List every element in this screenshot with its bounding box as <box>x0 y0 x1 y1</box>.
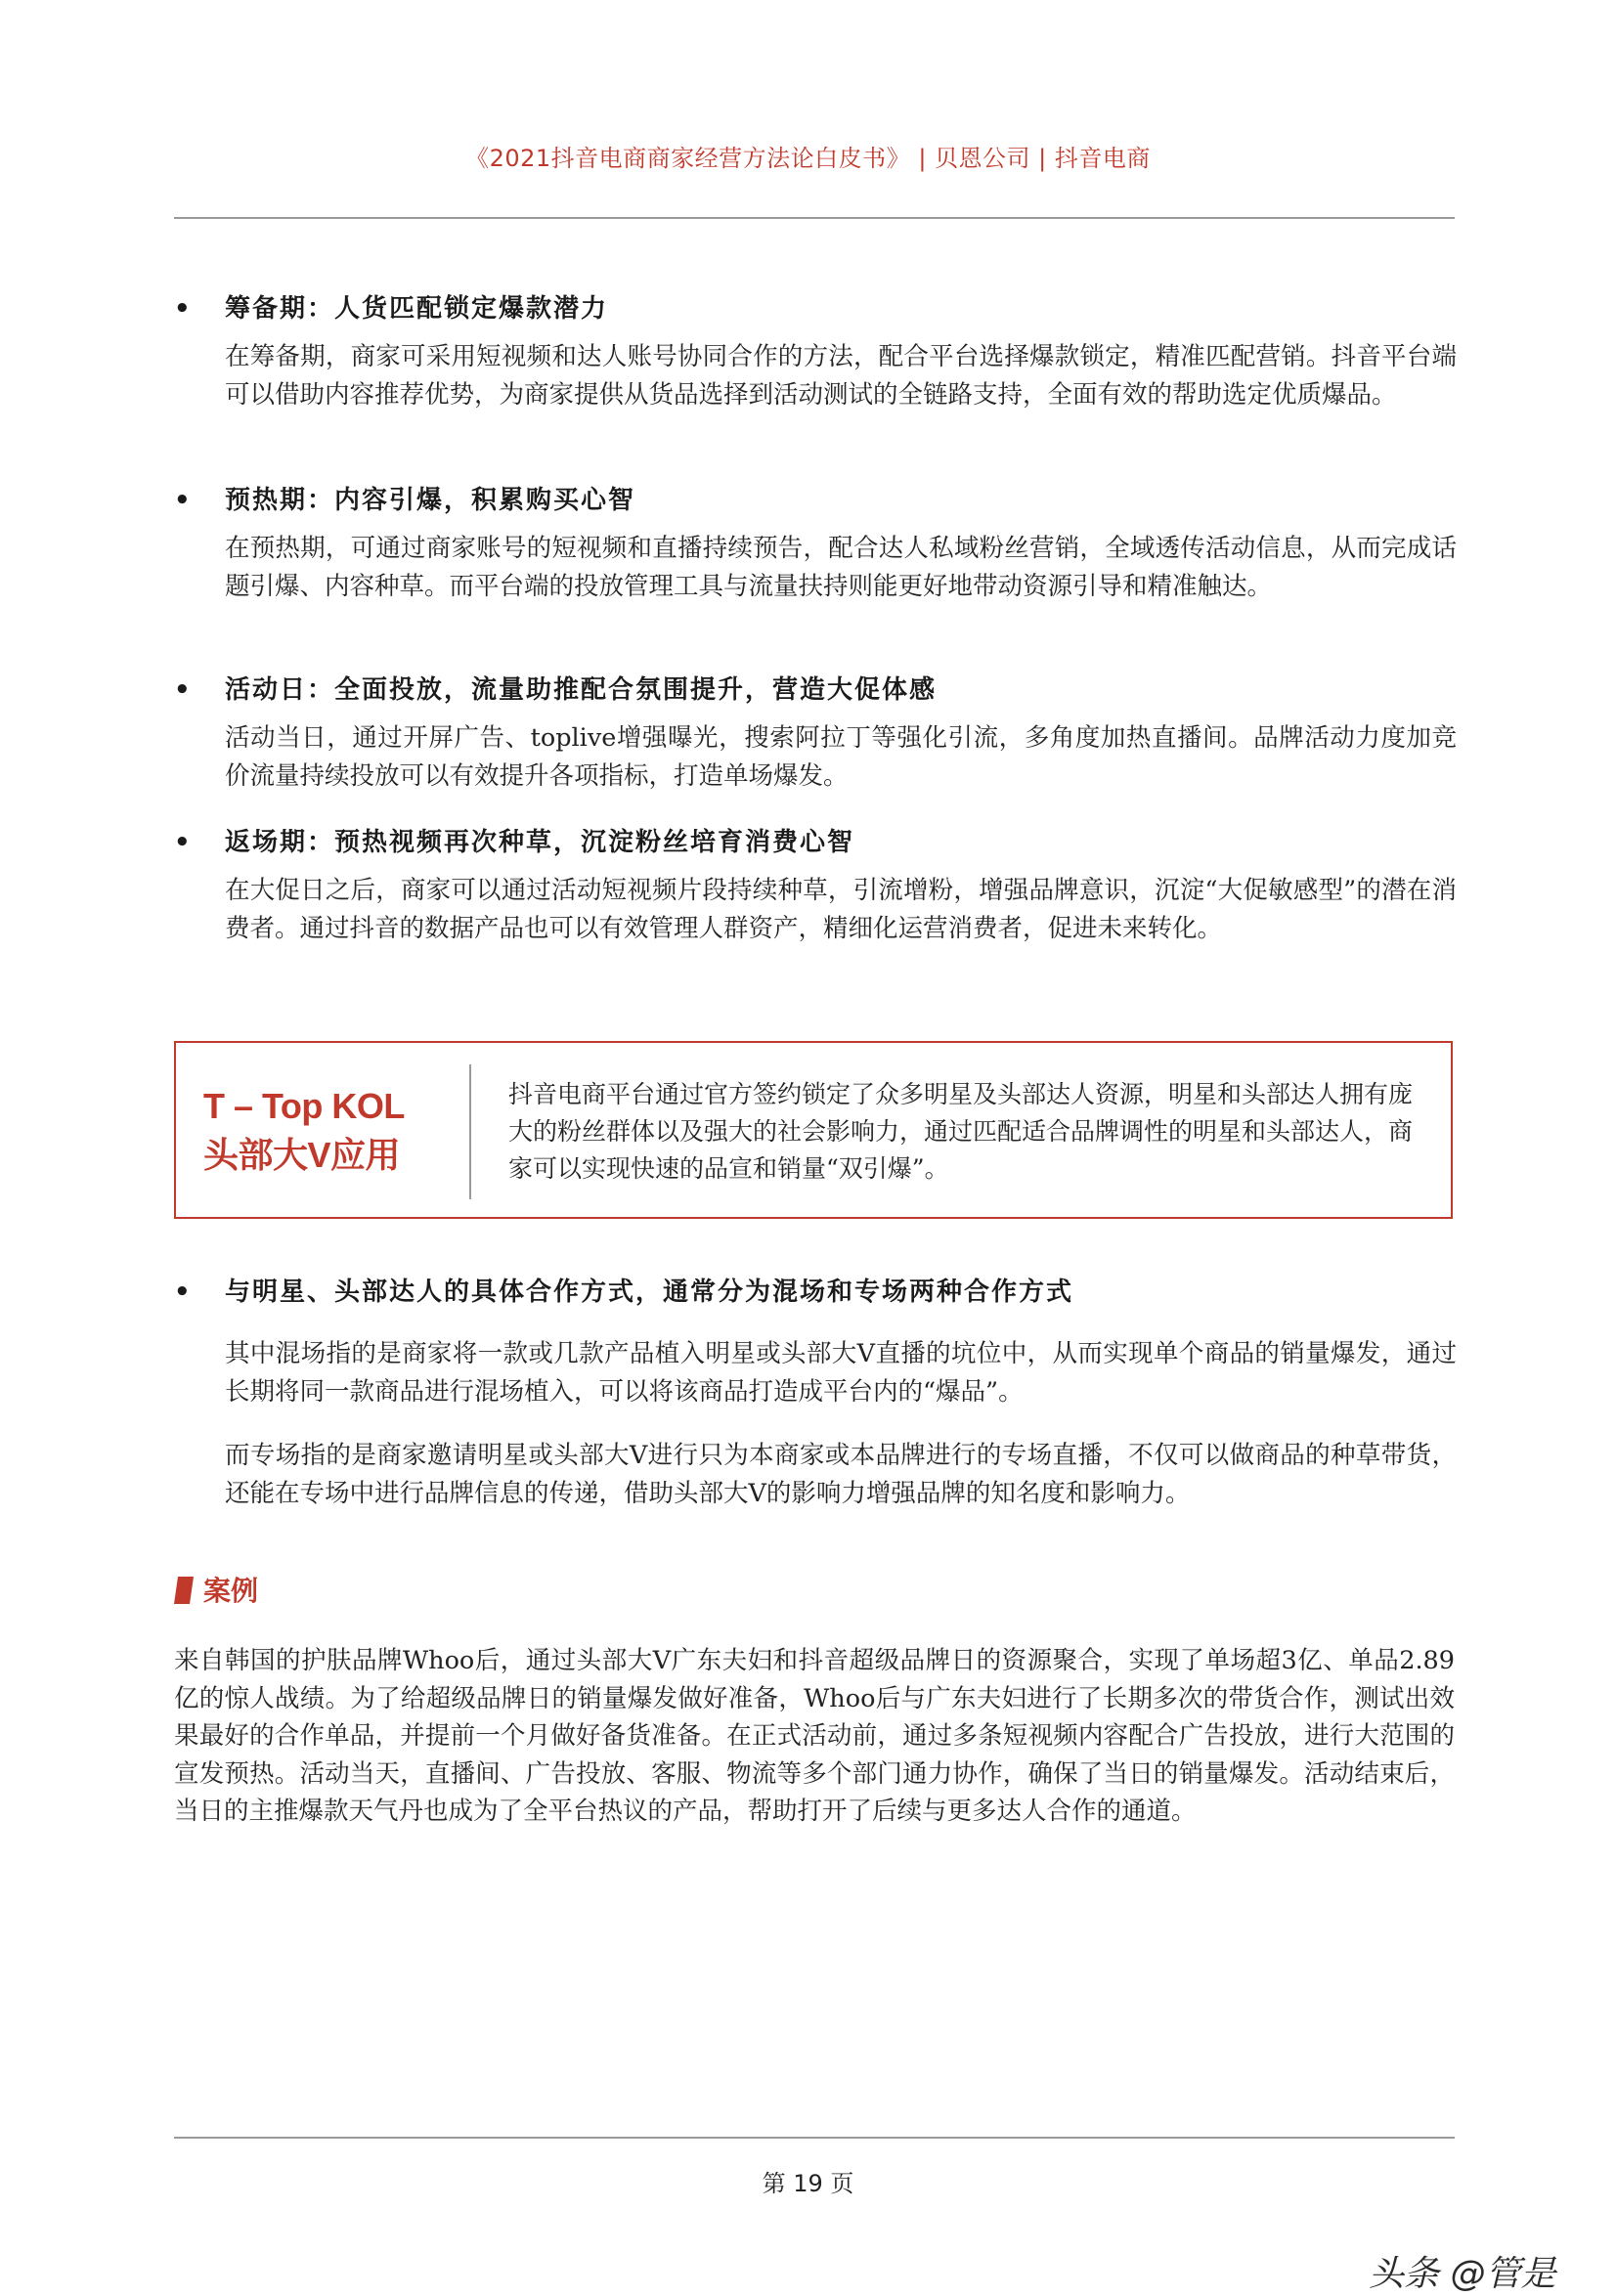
header-divider <box>174 217 1455 219</box>
section-title-return: • 返场期：预热视频再次种草，沉淀粉丝培育消费心智 <box>174 825 854 860</box>
section-body-warmup: 在预热期，可通过商家账号的短视频和直播持续预告，配合达人私域粉丝营销，全域透传活动信息，从而完成话题引爆、内容种草。而平台端的投放管理工具与流量扶持则能更好地带动资源引导和精准触达。 <box>225 534 1457 601</box>
cooperation-para-mixed: 其中混场指的是商家将一款或几款产品植入明星或头部大V直播的坑位中，从而实现单个商品的销量爆发，通过长期将同一款商品进行混场植入，可以将该商品打造成平台内的“爆品”。 <box>225 1339 1457 1407</box>
kol-description: 抖音电商平台通过官方签约锁定了众多明星及头部达人资源，明星和头部达人拥有庞大的粉丝群体以及强大的社会影响力，通过匹配适合品牌调性的明星和头部达人，商家可以实现快速的品宣和销量“双引爆”。 <box>508 1080 1414 1183</box>
section-body-return: 在大促日之后，商家可以通过活动短视频片段持续种草，引流增粉，增强品牌意识，沉淀“大促敏感型”的潜在消费者。通过抖音的数据产品也可以有效管理人群资产，精细化运营消费者，促进未来转化。 <box>225 876 1457 943</box>
bullet-icon: • <box>174 486 193 515</box>
bullet-icon: • <box>174 294 193 324</box>
kol-callout-box <box>174 1041 1453 1219</box>
bullet-icon: • <box>174 675 193 705</box>
cooperation-title: • 与明星、头部达人的具体合作方式，通常分为混场和专场两种合作方式 <box>174 1275 1073 1310</box>
kol-divider <box>469 1064 471 1199</box>
section-title-prep: • 筹备期：人货匹配锁定爆款潜力 <box>174 291 608 326</box>
kol-title: T – Top KOL 头部大V应用 <box>203 1086 405 1175</box>
cooperation-para-dedicated: 而专场指的是商家邀请明星或头部大V进行只为本商家或本品牌进行的专场直播，不仅可以做商品的种草带货，还能在专场中进行品牌信息的传递，借助头部大V的影响力增强品牌的知名度和影响力。 <box>225 1441 1457 1508</box>
section-body-eventday: 活动当日，通过开屏广告、toplive增强曝光，搜索阿拉丁等强化引流，多角度加热直播间。品牌活动力度加竞价流量持续投放可以有效提升各项指标，打造单场爆发。 <box>225 723 1457 791</box>
section-title-eventday: • 活动日：全面投放，流量助推配合氛围提升，营造大促体感 <box>174 672 937 708</box>
bullet-icon: • <box>174 1278 193 1307</box>
case-heading: 案例 <box>174 1574 258 1609</box>
watermark-text: 头条 @管是 <box>1369 2254 1556 2294</box>
flag-icon <box>174 1577 194 1604</box>
section-title-warmup: • 预热期：内容引爆，积累购买心智 <box>174 483 635 518</box>
section-body-prep: 在筹备期，商家可采用短视频和达人账号协同合作的方法，配合平台选择爆款锁定，精准匹配营销。抖音平台端可以借助内容推荐优势，为商家提供从货品选择到活动测试的全链路支持，全面有效的帮助选定优质爆品。 <box>225 342 1457 410</box>
bullet-icon: • <box>174 828 193 857</box>
footer-divider <box>174 2137 1455 2139</box>
document-header: 《2021抖音电商商家经营方法论白皮书》 | 贝恩公司 | 抖音电商 <box>465 145 1151 172</box>
case-paragraph: 来自韩国的护肤品牌Whoo后，通过头部大V广东夫妇和抖音超级品牌日的资源聚合，实现了单场超3亿、单品2.89亿的惊人战绩。为了给超级品牌日的销量爆发做好准备，Whoo后与广东夫妇进行了长期多次的带货合作，测试出效果最好的合作单品，并提前一个月做好备货准备。在正式活动前，通过多条短视频内容配合广告投放，进行大范围的宣发预热。活动当天，直播间、广告投放、客服、物流等多个部门通力协作，确保了当日的销量爆发。活动结束后，当日的主推爆款天气丹也成为了全平台热议的产品，帮助打开了后续与更多达人合作的通道。 <box>174 1646 1455 1826</box>
page-number: 第 19 页 <box>762 2170 854 2197</box>
